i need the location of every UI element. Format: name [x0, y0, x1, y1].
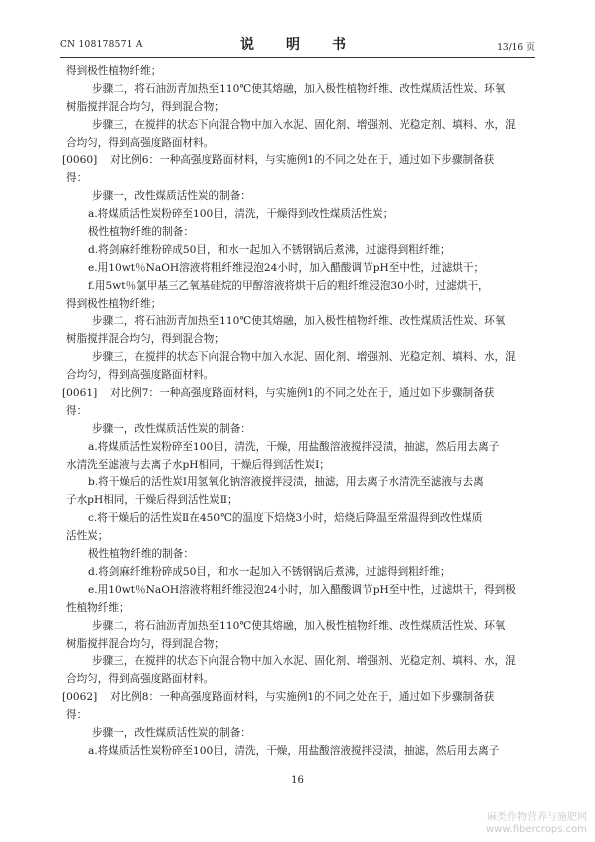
text-line [66, 439, 530, 457]
line-text: d.将剑麻纤维粉碎成50目，和水一起加入不锈钢锅后煮沸，过滤得到粗纤维； [88, 243, 451, 256]
text-line [66, 671, 530, 689]
text-line [66, 224, 530, 242]
text-line [66, 618, 530, 636]
line-text: 子水pH相同，干燥后得到活性炭Ⅱ； [66, 494, 238, 507]
line-text: d.将剑麻纤维粉碎成50目，和水一起加入不锈钢锅后煮沸，过滤得到粗纤维； [88, 565, 451, 578]
line-text: e.用10wt％NaOH溶液将粗纤维浸泡24小时，加入醋酸调节pH至中性，过滤烘干，得到极 [88, 583, 516, 596]
line-text: 活性炭； [66, 530, 109, 543]
text-line [66, 707, 530, 725]
text-line [66, 421, 530, 439]
text-line [66, 296, 530, 314]
text-line [62, 152, 530, 170]
line-text: 步骤二，将石油沥青加热至110℃使其熔融，加入极性植物纤维、改性煤质活性炭、环氧 [92, 619, 506, 632]
header-rule [60, 57, 535, 58]
watermark [486, 812, 587, 836]
line-text: 步骤一，改性煤质活性炭的制备： [92, 422, 251, 435]
text-line [66, 600, 530, 618]
line-text: f.用5wt％氯甲基三乙氧基硅烷的甲醇溶液将烘干后的粗纤维浸泡30小时，过滤烘干， [88, 279, 489, 292]
line-text: 树脂搅拌混合均匀，得到混合物； [66, 333, 225, 346]
watermark-site-name: 麻类作物营养与施肥网 [487, 812, 587, 823]
line-text: e.用10wt％NaOH溶液将粗纤维浸泡24小时，加入醋酸调节pH至中性，过滤烘干； [88, 261, 485, 274]
text-line [66, 135, 530, 153]
paragraph-number: [0060] [62, 154, 98, 167]
document-title: 说 明 书 [240, 37, 355, 53]
text-line [66, 546, 530, 564]
line-text: 树脂搅拌混合均匀，得到混合物； [66, 100, 225, 113]
line-text: 步骤三，在搅拌的状态下向混合物中加入水泥、固化剂、增强剂、光稳定剂、填料、水，混 [92, 118, 516, 131]
line-text: 对比例8：一种高强度路面材料，与实施例1的不同之处在于，通过如下步骤制备获 [110, 691, 495, 704]
line-text: a.将煤质活性炭粉碎至100目，清洗，干燥，用盐酸溶液搅拌浸渍，抽滤，然后用去离子 [88, 744, 500, 757]
text-line [66, 457, 530, 475]
line-text: 树脂搅拌混合均匀，得到混合物； [66, 637, 225, 650]
text-line [66, 403, 530, 421]
text-line [66, 725, 530, 743]
text-line [66, 582, 530, 600]
line-text: 极性植物纤维的制备： [88, 226, 194, 239]
line-text: 步骤二，将石油沥青加热至110℃使其熔融，加入极性植物纤维、改性煤质活性炭、环氧 [92, 82, 506, 95]
text-line [66, 242, 530, 260]
text-line [66, 331, 530, 349]
page-indicator: 13/16 页 [497, 43, 535, 53]
text-line [66, 313, 530, 331]
line-text: a.将煤质活性炭粉碎至100目，清洗，干燥得到改性煤质活性炭； [88, 208, 394, 221]
page-number: 16 [291, 775, 304, 786]
text-line [66, 474, 530, 492]
text-line [66, 349, 530, 367]
line-text: 合均匀，得到高强度路面材料。 [66, 673, 215, 686]
text-line [66, 63, 530, 81]
line-text: 性植物纤维； [66, 601, 130, 614]
text-line [66, 170, 530, 188]
line-text: 得到极性植物纤维； [66, 297, 162, 310]
text-line [66, 367, 530, 385]
line-text: 极性植物纤维的制备： [88, 548, 194, 561]
text-line [66, 188, 530, 206]
line-text: 步骤三，在搅拌的状态下向混合物中加入水泥、固化剂、增强剂、光稳定剂、填料、水，混 [92, 655, 516, 668]
line-text: 步骤一，改性煤质活性炭的制备： [92, 190, 251, 203]
line-text: c.将干燥后的活性炭Ⅱ在450℃的温度下焙烧3小时，焙烧后降温至常温得到改性煤质 [88, 512, 483, 525]
line-text: 步骤一，改性煤质活性炭的制备： [92, 726, 251, 739]
line-text: 步骤二，将石油沥青加热至110℃使其熔融，加入极性植物纤维、改性煤质活性炭、环氧 [92, 315, 506, 328]
text-line [66, 278, 530, 296]
line-text: 合均匀，得到高强度路面材料。 [66, 369, 215, 382]
document-body [62, 63, 530, 761]
text-line [66, 743, 530, 761]
line-text: 得到极性植物纤维； [66, 65, 162, 77]
text-line [66, 117, 530, 135]
line-text: 水清洗至滤液与去离子水pH相同，干燥后得到活性炭Ⅰ； [66, 458, 330, 471]
text-line [62, 689, 530, 707]
text-line [66, 99, 530, 117]
text-line [66, 260, 530, 278]
text-line [66, 81, 530, 99]
patent-number: CN 108178571 A [60, 40, 143, 50]
text-line [66, 492, 530, 510]
paragraph-number: [0062] [62, 691, 98, 704]
line-text: 得： [66, 709, 88, 722]
text-line [66, 653, 530, 671]
paragraph-number: [0061] [62, 387, 98, 400]
line-text: 步骤三，在搅拌的状态下向混合物中加入水泥、固化剂、增强剂、光稳定剂、填料、水，混 [92, 351, 516, 364]
text-line [66, 564, 530, 582]
line-text: 合均匀，得到高强度路面材料。 [66, 136, 215, 149]
line-text: 得： [66, 172, 88, 185]
line-text: a.将煤质活性炭粉碎至100目，清洗，干燥，用盐酸溶液搅拌浸渍，抽滤，然后用去离子 [88, 440, 500, 453]
line-text: 对比例6：一种高强度路面材料，与实施例1的不同之处在于，通过如下步骤制备获 [110, 154, 495, 167]
text-line [66, 528, 530, 546]
text-line [62, 385, 530, 403]
page-header [60, 33, 535, 55]
text-line [66, 510, 530, 528]
watermark-url: www.fibercrops.com [485, 824, 587, 835]
text-line [66, 206, 530, 224]
line-text: 得： [66, 404, 88, 417]
line-text: b.将干燥后的活性炭Ⅰ用氢氧化钠溶液搅拌浸渍，抽滤，用去离子水清洗至滤液与去离 [88, 476, 484, 489]
line-text: 对比例7：一种高强度路面材料，与实施例1的不同之处在于，通过如下步骤制备获 [110, 387, 495, 400]
text-line [66, 636, 530, 654]
